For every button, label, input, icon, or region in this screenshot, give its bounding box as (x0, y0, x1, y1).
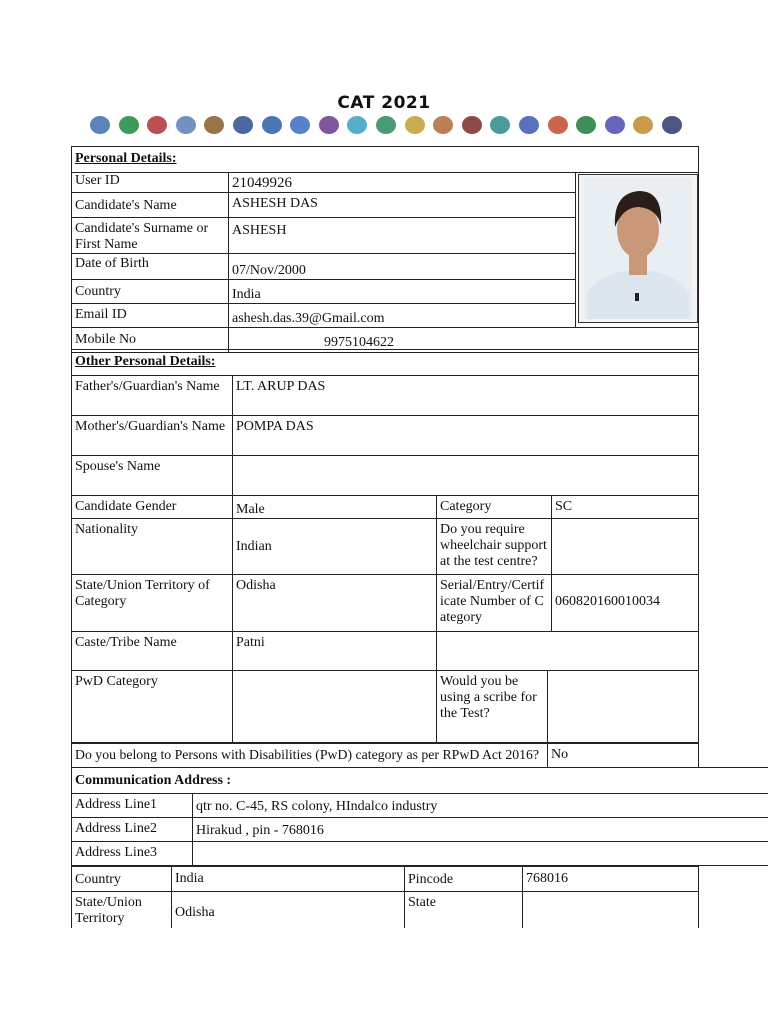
father-label: Father's/Guardian's Name (72, 376, 233, 416)
state-category-label: State/Union Territory of Category (72, 575, 233, 632)
serial-label: Serial/Entry/Certificate Number of Category (437, 575, 552, 632)
country-value: India (229, 280, 576, 304)
iim-kozhikode-logo (319, 116, 339, 134)
state-category-value: Odisha (233, 575, 437, 632)
category-value: SC (552, 496, 699, 519)
spouse-label: Spouse's Name (72, 456, 233, 496)
nationality-label: Nationality (72, 519, 233, 575)
father-value: LT. ARUP DAS (233, 376, 699, 416)
wheelchair-value (552, 519, 699, 575)
gender-label: Candidate Gender (72, 496, 233, 519)
pincode-label: Pincode (405, 867, 523, 892)
iim-jammu-logo (262, 116, 282, 134)
surname-label: Candidate's Surname or First Name (72, 218, 229, 254)
address-line3-label: Address Line3 (72, 842, 193, 866)
pincode-value: 768016 (523, 867, 699, 892)
communication-address-table (71, 767, 768, 866)
other-personal-details-table (71, 349, 699, 744)
email-value: ashesh.das.39@Gmail.com (229, 304, 576, 328)
address-line2-value: Hirakud , pin - 768016 (193, 818, 768, 842)
country-pincode-table (71, 866, 699, 928)
state-value (523, 892, 699, 928)
candidate-photo (578, 174, 698, 323)
iim-visakhapatnam-logo (633, 116, 653, 134)
surname-value: ASHESH (229, 218, 576, 254)
mother-label: Mother's/Guardian's Name (72, 416, 233, 456)
dob-value: 07/Nov/2000 (229, 254, 576, 280)
serial-value: 060820160010034 (552, 575, 699, 632)
iim-bangalore-logo (147, 116, 167, 134)
iim-ranchi-logo (433, 116, 453, 134)
comm-country-label: Country (72, 867, 172, 892)
pwd-category-label: PwD Category (72, 671, 233, 744)
address-line2-label: Address Line2 (72, 818, 193, 842)
iim-udaipur-logo (605, 116, 625, 134)
caste-extra-cell (437, 632, 699, 671)
iim-lucknow-logo (347, 116, 367, 134)
document-title: CAT 2021 (337, 93, 431, 113)
dob-label: Date of Birth (72, 254, 229, 280)
iim-amritsar-logo (119, 116, 139, 134)
email-label: Email ID (72, 304, 229, 328)
iim-ahmedabad-logo (90, 116, 110, 134)
iim-calcutta-logo (204, 116, 224, 134)
iim-rohtak-logo (462, 116, 482, 134)
nationality-value: Indian (233, 519, 437, 575)
iim-sirmaur-logo (548, 116, 568, 134)
wheelchair-label: Do you require wheelchair support at the test centre? (437, 519, 552, 575)
country-label: Country (72, 280, 229, 304)
caste-value: Patni (233, 632, 437, 671)
address-line1-label: Address Line1 (72, 794, 193, 818)
iim-indore-logo (233, 116, 253, 134)
mobile-value: 9975104622 (229, 328, 699, 353)
pwd-category-value (233, 671, 437, 744)
iim-shillong-logo (519, 116, 539, 134)
address-line3-value (193, 842, 768, 866)
comm-country-value: India (172, 867, 405, 892)
personal-details-heading: Personal Details: (72, 147, 699, 173)
iim-nagpur-logo (376, 116, 396, 134)
user-id-label: User ID (72, 173, 229, 193)
candidate-name-value: ASHESH DAS (229, 193, 576, 218)
category-label: Category (437, 496, 552, 519)
scribe-label: Would you be using a scribe for the Test? (437, 671, 548, 744)
iim-logo-strip (90, 113, 682, 137)
rpwd-answer: No (548, 743, 699, 768)
rpwd-table (71, 742, 699, 768)
iim-bodhgaya-logo (176, 116, 196, 134)
user-id-value: 21049926 (229, 173, 576, 193)
state-ut-value: Odisha (172, 892, 405, 928)
iim-trichy-logo (576, 116, 596, 134)
state-label: State (405, 892, 523, 928)
iim-raipur-logo (405, 116, 425, 134)
other-details-heading: Other Personal Details: (72, 350, 699, 376)
scribe-value (548, 671, 699, 744)
caste-label: Caste/Tribe Name (72, 632, 233, 671)
mobile-label: Mobile No (72, 328, 229, 353)
communication-heading: Communication Address : (72, 768, 768, 794)
address-line1-value: qtr no. C-45, RS colony, HIndalco industry (193, 794, 768, 818)
candidate-name-label: Candidate's Name (72, 193, 229, 218)
iim-mumbai-logo (662, 116, 682, 134)
rpwd-question: Do you belong to Persons with Disabilities (PwD) category as per RPwD Act 2016? (72, 743, 548, 768)
iim-kashipur-logo (290, 116, 310, 134)
state-ut-label: State/Union Territory (72, 892, 172, 928)
spouse-value (233, 456, 699, 496)
iim-sambalpur-logo (490, 116, 510, 134)
mother-value: POMPA DAS (233, 416, 699, 456)
gender-value: Male (233, 496, 437, 519)
